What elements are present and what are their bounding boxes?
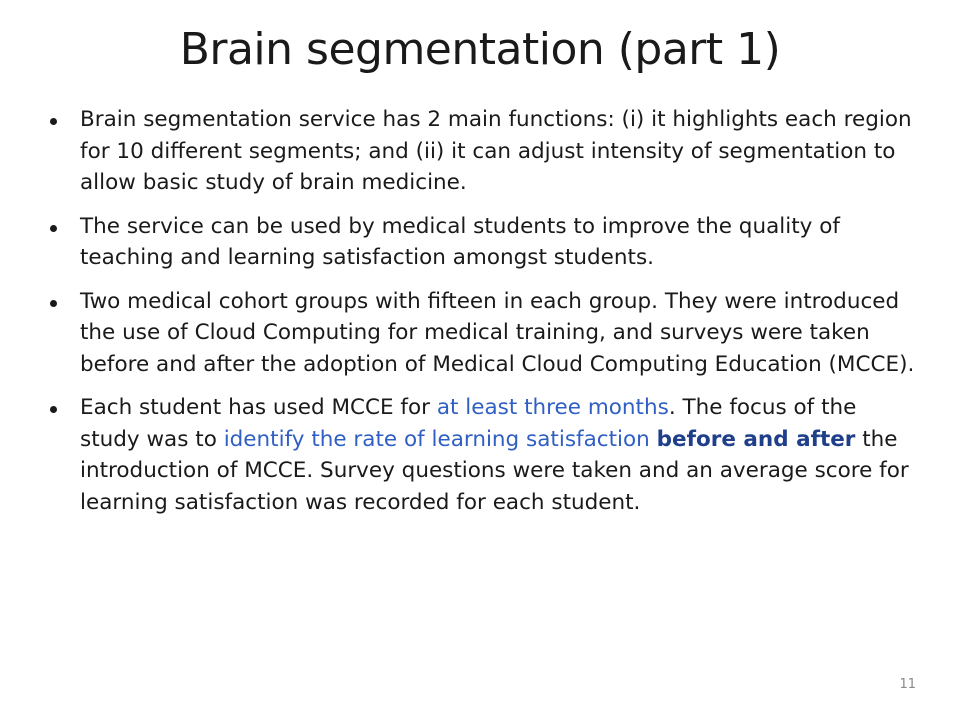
highlighted-text: at least three months: [436, 395, 669, 420]
bullet-dot-icon: [50, 118, 57, 125]
bullet-text-segment: [650, 427, 657, 452]
bullet-list: [48, 104, 918, 530]
highlighted-bold-text: before and after: [656, 426, 856, 452]
bullet-text-segment: Each student has used MCCE for: [80, 395, 437, 420]
bullet-text: Brain segmentation service has 2 main functions: (i) it highlights each region for 10 different segments; and (ii) it can adjust intensity of segmentation to allow basic study of brain medicine.: [80, 107, 912, 195]
bullet-text: The service can be used by medical students to improve the quality of teaching and learning satisfaction amongst students.: [80, 213, 840, 270]
bullet-dot-icon: [50, 300, 57, 307]
bullet-text: [80, 395, 909, 515]
slide-title: Brain segmentation (part 1): [179, 24, 781, 75]
bullet-item: [48, 104, 918, 199]
page-number: 11: [899, 677, 916, 692]
highlighted-text: identify the rate of learning satisfaction: [223, 426, 650, 452]
bullet-item: [48, 211, 918, 274]
bullet-text-segment: . The focus of the study was to: [80, 395, 857, 452]
bullet-dot-icon: [50, 225, 57, 232]
bullet-item: [48, 286, 918, 381]
bullet-item: [48, 392, 918, 518]
bullet-dot-icon: [50, 406, 57, 413]
bullet-text: Two medical cohort groups with fifteen in each group. They were introduced the use of Cloud Computing for medical training, and surveys were taken before and after the adoption of Medical Cloud Computing Education (MCCE).: [80, 288, 915, 377]
bullet-text-segment: the introduction of MCCE. Survey questions were taken and an average score for learning satisfaction was recorded for each student.: [80, 426, 909, 515]
